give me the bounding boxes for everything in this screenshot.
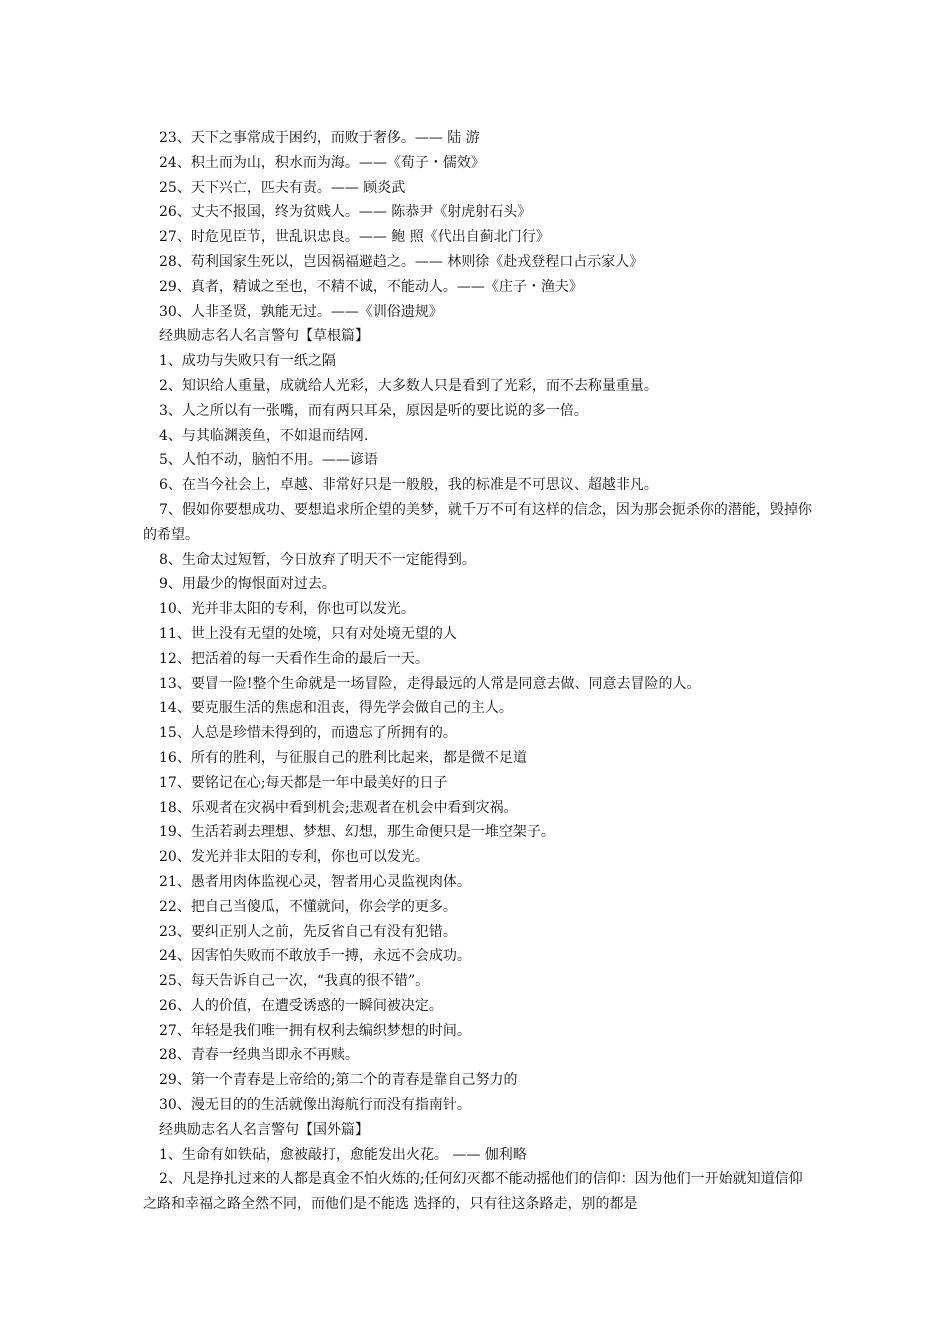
quote-line: 6、在当今社会上，卓越、非常好只是一般般，我的标准是不可思议、超越非凡。: [159, 477, 658, 494]
quote-line: 25、每天告诉自己一次，“我真的很不错”。: [159, 973, 430, 990]
quote-line: 23、要纠正别人之前，先反省自己有没有犯错。: [159, 923, 457, 940]
quote-line: 5、人怕不动，脑怕不用。——谚语: [159, 452, 378, 469]
quote-line: 1、生命有如铁砧，愈被敲打，愈能发出火花。 —— 伽利略: [159, 1146, 527, 1163]
quote-line: 29、真者，精诚之至也，不精不诚，不能动人。——《庄子・渔夫》: [159, 278, 583, 295]
quote-line: 10、光并非太阳的专利，你也可以发光。: [159, 601, 415, 618]
quote-line: 9、用最少的悔恨面对过去。: [159, 576, 336, 593]
quote-line: 19、生活若剥去理想、梦想、幻想，那生命便只是一堆空架子。: [159, 824, 555, 841]
quote-line: 3、人之所以有一张嘴，而有两只耳朵，原因是听的要比说的多一倍。: [159, 402, 588, 419]
quote-line: 22、把自己当傻瓜，不懂就问，你会学的更多。: [159, 898, 457, 915]
quote-line: 16、所有的胜利，与征服自己的胜利比起来，都是微不足道: [159, 749, 527, 766]
quote-line: 26、人的价值，在遭受诱惑的一瞬间被决定。: [159, 997, 443, 1014]
quote-line: 7、假如你要想成功、要想追求所企望的美梦，就千万不可有这样的信念，因为那会扼杀你的潜能，毁掉你的希望。: [143, 501, 812, 543]
quote-line: 11、世上没有无望的处境，只有对处境无望的人: [159, 625, 457, 642]
quote-line: 27、时危见臣节，世乱识忠良。—— 鲍 照《代出自蓟北门行》: [159, 229, 550, 246]
quote-line: 2、知识给人重量，成就给人光彩，大多数人只是看到了光彩，而不去称量重量。: [159, 377, 658, 394]
quote-line: 12、把活着的每一天看作生命的最后一天。: [159, 650, 429, 667]
quote-line: 13、要冒一险!整个生命就是一场冒险，走得最远的人常是同意去做、同意去冒险的人。: [159, 675, 701, 692]
document-body: [143, 126, 813, 1217]
quote-line: 24、因害怕失败而不敢放手一搏，永远不会成功。: [159, 948, 471, 965]
section-grassroots-quotes: [143, 349, 813, 1118]
quote-line: 28、苟利国家生死以，岂因祸福避趋之。—— 林则徐《赴戎登程口占示家人》: [159, 253, 644, 270]
quote-line: 28、青春一经典当即永不再赎。: [159, 1047, 359, 1064]
quote-line: 30、人非圣贤，孰能无过。——《训俗遗规》: [159, 303, 443, 320]
quote-line: 25、天下兴亡，匹夫有责。—— 顾炎武: [159, 179, 406, 196]
quote-line: 1、成功与失败只有一纸之隔: [159, 353, 336, 370]
quote-line: 27、年轻是我们唯一拥有权利去编织梦想的时间。: [159, 1022, 471, 1039]
quote-line: 30、漫无目的的生活就像出海航行而没有指南针。: [159, 1097, 471, 1114]
section-heading-grassroots: 经典励志名人名言警句【草根篇】: [159, 328, 369, 345]
quote-line: 24、积土而为山，积水而为海。——《荀子・儒效》: [159, 154, 485, 171]
quote-line: 26、丈夫不报国，终为贫贱人。—— 陈恭尹《射虎射石头》: [159, 204, 532, 221]
quote-line: 8、生命太过短暂，今日放弃了明天不一定能得到。: [159, 551, 476, 568]
section-heading-foreign: 经典励志名人名言警句【国外篇】: [159, 1121, 369, 1138]
quote-line: 17、要铭记在心;每天都是一年中最美好的日子: [159, 774, 448, 791]
quote-line: 15、人总是珍惜未得到的，而遗忘了所拥有的。: [159, 725, 457, 742]
quote-line: 29、第一个青春是上帝给的;第二个的青春是靠自己努力的: [159, 1072, 518, 1089]
section-classic-quotes: [143, 126, 813, 324]
quote-line: 23、天下之事常成于困约，而败于奢侈。—— 陆 游: [159, 130, 480, 146]
quote-line: 20、发光并非太阳的专利，你也可以发光。: [159, 849, 429, 866]
section-foreign-quotes: [143, 1143, 813, 1217]
quote-line: 18、乐观者在灾祸中看到机会;悲观者在机会中看到灾祸。: [159, 799, 518, 816]
quote-line: 4、与其临渊羡鱼，不如退而结网.: [159, 427, 369, 444]
quote-line: 14、要克服生活的焦虑和沮丧，得先学会做自己的主人。: [159, 700, 513, 717]
quote-line: 21、愚者用肉体监视心灵，智者用心灵监视肉体。: [159, 873, 471, 890]
quote-line: 2、凡是挣扎过来的人都是真金不怕火炼的;任何幻灭都不能动摇他们的信仰：因为他们一开始就知道信仰之路和幸福之路全然不同，而他们是不能选 选择的，只有往这条路走，别的都是: [143, 1171, 803, 1213]
